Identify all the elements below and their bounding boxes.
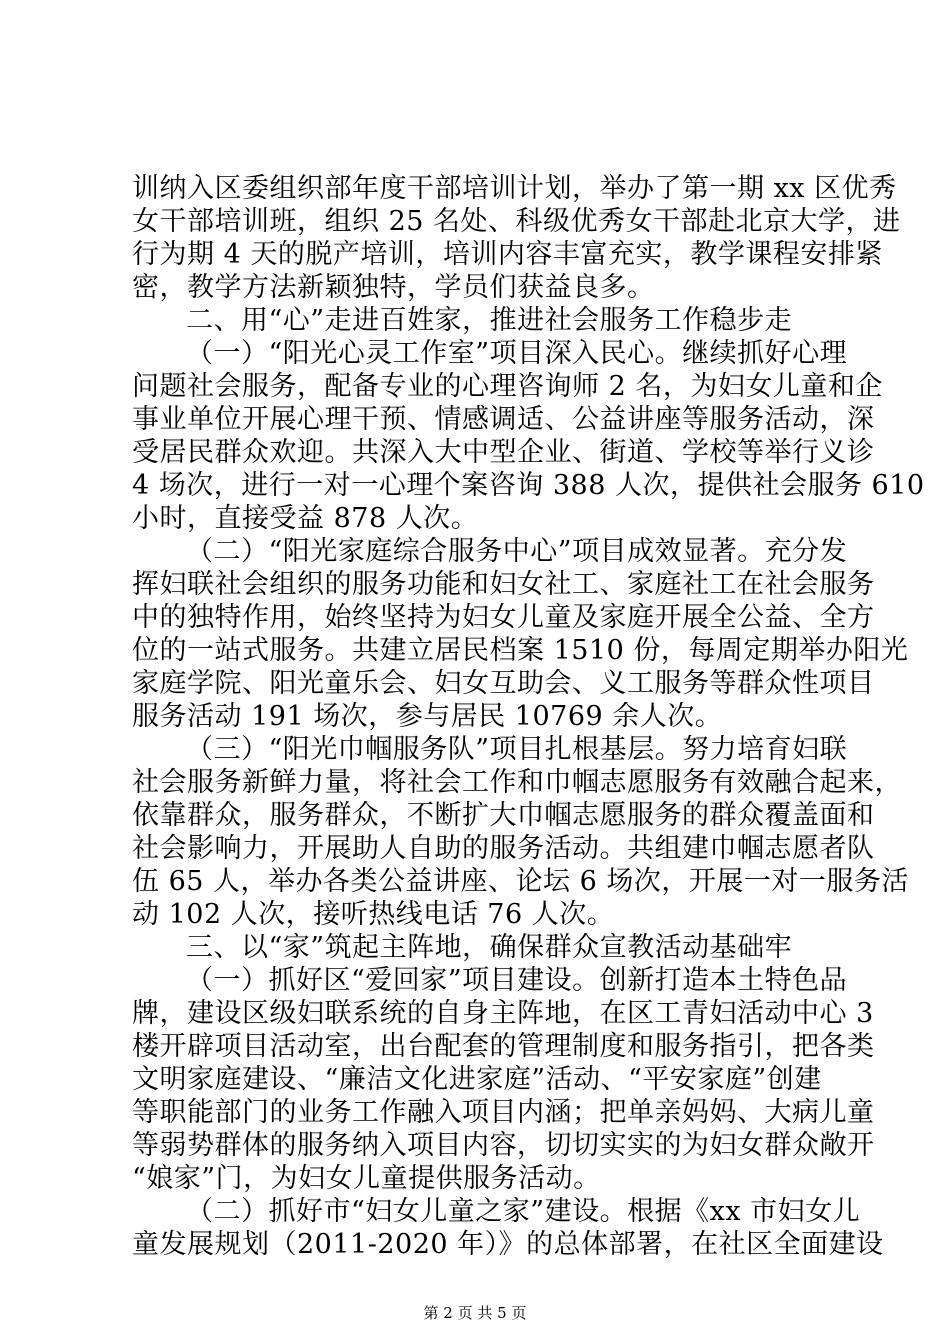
- text-line: 等弱势群体的服务纳入项目内容，切切实实的为妇女群众敞开: [132, 1130, 875, 1161]
- text-line: 行为期 4 天的脱产培训，培训内容丰富充实，教学课程安排紧: [132, 239, 883, 270]
- text-line: 训纳入区委组织部年度干部培训计划，举办了第一期 xx 区优秀: [132, 173, 897, 204]
- text-line: “娘家”门，为妇女儿童提供服务活动。: [132, 1163, 601, 1194]
- text-line: 受居民群众欢迎。共深入大中型企业、街道、学校等举行义诊: [132, 437, 875, 468]
- text-line: 依靠群众，服务群众，不断扩大巾帼志愿服务的群众覆盖面和: [132, 800, 875, 831]
- text-line: 文明家庭建设、“廉洁文化进家庭”活动、“平安家庭”创建: [132, 1064, 822, 1095]
- paragraph-start: （二）抓好市“妇女儿童之家”建设。根据《xx 市妇女儿: [186, 1196, 861, 1227]
- text-line: 等职能部门的业务工作融入项目内涵；把单亲妈妈、大病儿童: [132, 1097, 875, 1128]
- text-line: 伍 65 人，举办各类公益讲座、论坛 6 场次，开展一对一服务活: [132, 866, 909, 897]
- text-line: 牌，建设区级妇联系统的自身主阵地，在区工青妇活动中心 3: [132, 998, 874, 1029]
- text-line: 位的一站式服务。共建立居民档案 1510 份，每周定期举办阳光: [132, 635, 909, 666]
- text-line: 社会影响力，开展助人自助的服务活动。共组建巾帼志愿者队: [132, 833, 875, 864]
- text-line: 小时，直接受益 878 人次。: [132, 503, 479, 534]
- page-footer: 第 2 页 共 5 页: [423, 1304, 527, 1322]
- paragraph-start: （三）“阳光巾帼服务队”项目扎根基层。努力培育妇联: [186, 734, 848, 765]
- text-line: 中的独特作用，始终坚持为妇女儿童及家庭开展全公益、全方: [132, 602, 875, 633]
- text-line: 童发展规划（2011-2020 年）》的总体部署，在社区全面建设: [132, 1229, 884, 1260]
- text-line: 挥妇联社会组织的服务功能和妇女社工、家庭社工在社会服务: [132, 569, 875, 600]
- paragraph-start: （一）抓好区“爱回家”项目建设。创新打造本土特色品: [186, 965, 848, 996]
- text-line: 楼开辟项目活动室，出台配套的管理制度和服务指引，把各类: [132, 1031, 875, 1062]
- section-heading: 二、用“心”走进百姓家，推进社会服务工作稳步走: [186, 305, 793, 336]
- text-line: 女干部培训班，组织 25 名处、科级优秀女干部赴北京大学，进: [132, 206, 901, 237]
- text-line: 事业单位开展心理干预、情感调适、公益讲座等服务活动，深: [132, 404, 875, 435]
- section-heading: 三、以“家”筑起主阵地，确保群众宣教活动基础牢: [186, 932, 793, 963]
- text-line: 动 102 人次，接听热线电话 76 人次。: [132, 899, 615, 930]
- text-line: 密，教学方法新颖独特，学员们获益良多。: [132, 272, 655, 303]
- paragraph-start: （一）“阳光心灵工作室”项目深入民心。继续抓好心理: [186, 338, 848, 369]
- paragraph-start: （二）“阳光家庭综合服务中心”项目成效显著。充分发: [186, 536, 848, 567]
- text-line: 4 场次，进行一对一心理个案咨询 388 人次，提供社会服务 610: [132, 470, 925, 501]
- text-line: 社会服务新鲜力量，将社会工作和巾帼志愿服务有效融合起来，: [132, 767, 902, 798]
- text-line: 家庭学院、阳光童乐会、妇女互助会、义工服务等群众性项目: [132, 668, 875, 699]
- text-line: 问题社会服务，配备专业的心理咨询师 2 名，为妇女儿童和企: [132, 371, 883, 402]
- text-line: 服务活动 191 场次，参与居民 10769 余人次。: [132, 701, 723, 732]
